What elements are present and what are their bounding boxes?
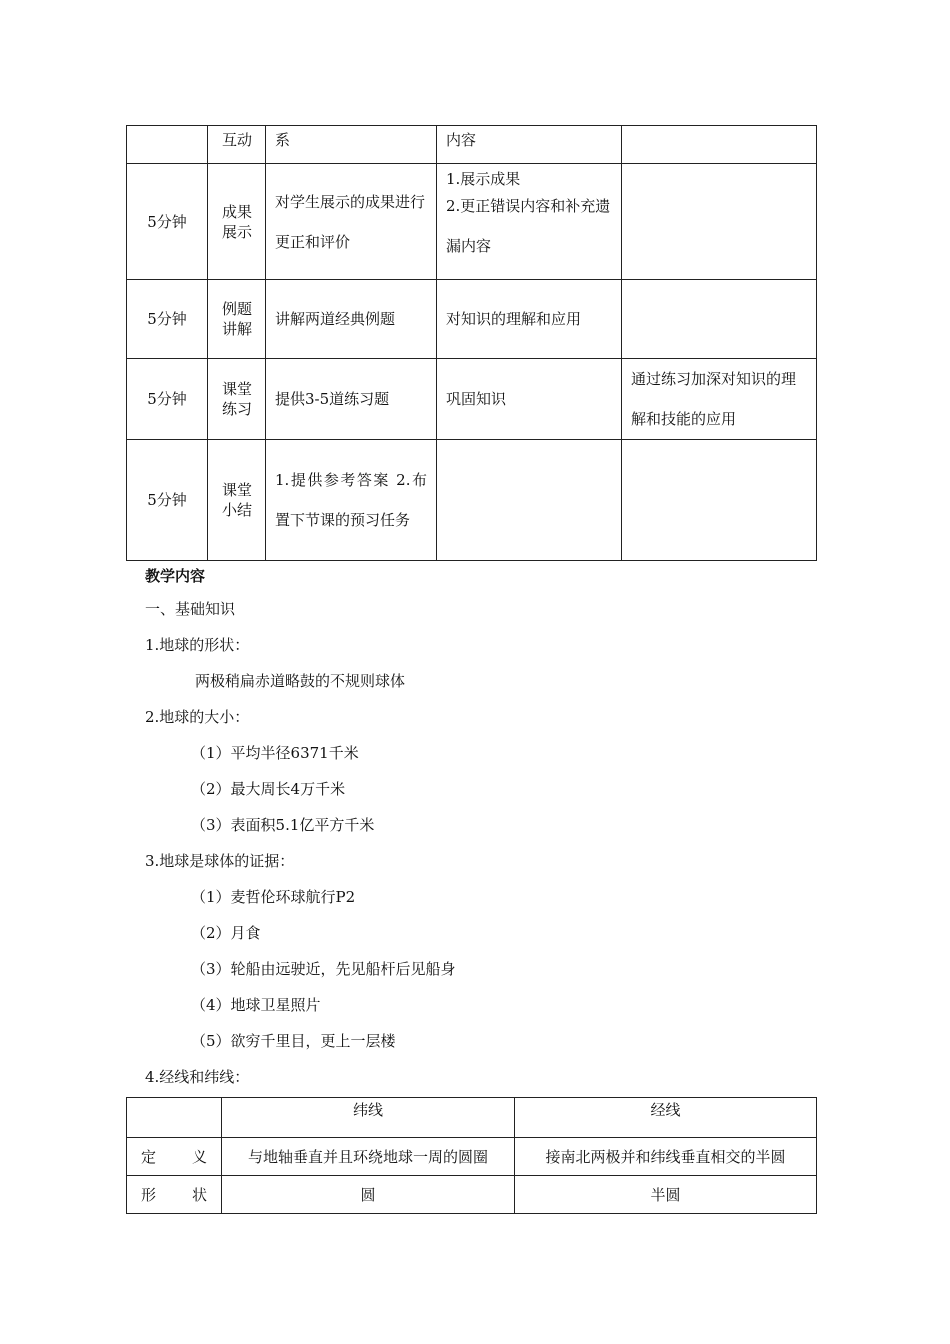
content-line: 2.更正错误内容和补充遗漏内容: [446, 197, 611, 255]
activity-cell: [208, 359, 266, 440]
table-row: [127, 1138, 817, 1176]
purpose-cell: [622, 164, 817, 280]
teacher-cell: 提供3-5道练习题: [266, 359, 437, 440]
time-cell: 5分钟: [127, 440, 208, 561]
table-cell: 内容: [437, 126, 622, 164]
purpose-cell: [622, 280, 817, 359]
table-cell: 接南北两极并和纬线垂直相交的半圆: [515, 1138, 817, 1176]
content-cell: 对知识的理解和应用: [437, 280, 622, 359]
item-line: （2）最大周长4万千米: [191, 780, 346, 798]
item-line: （4）地球卫星照片: [191, 996, 321, 1014]
activity-cell: [208, 440, 266, 561]
item-line: （3）轮船由远驶近，先见船杆后见船身: [191, 960, 456, 978]
lesson-plan-table: [126, 125, 817, 561]
teacher-cell: 讲解两道经典例题: [266, 280, 437, 359]
item-line: 两极稍扁赤道略鼓的不规则球体: [195, 672, 406, 690]
table-cell: [622, 126, 817, 164]
table-row: [127, 1176, 817, 1214]
purpose-cell: [622, 440, 817, 561]
table-cell: 互动: [208, 126, 266, 164]
table-cell: [127, 126, 208, 164]
item-title: 4.经线和纬线：: [145, 1068, 250, 1086]
time-cell: 5分钟: [127, 359, 208, 440]
item-title: 1.地球的形状：: [145, 636, 250, 654]
item-title: 2.地球的大小：: [145, 708, 250, 726]
table-cell: 系: [266, 126, 437, 164]
activity-cell: [208, 280, 266, 359]
table-row: [127, 359, 817, 440]
content-cell: [437, 164, 622, 280]
latitude-longitude-table: [126, 1097, 817, 1214]
activity-line: 课堂: [222, 380, 253, 398]
content-cell: [437, 440, 622, 561]
table-row: [127, 440, 817, 561]
item-line: （1）平均半径6371千米: [191, 744, 359, 762]
table-row: [127, 126, 817, 164]
time-cell: 5分钟: [127, 280, 208, 359]
row-label: 形状: [127, 1176, 222, 1214]
activity-line: 小结: [222, 501, 253, 519]
row-label: 定义: [127, 1138, 222, 1176]
table-cell: 圆: [222, 1176, 515, 1214]
item-line: （1）麦哲伦环球航行P2: [191, 888, 356, 906]
table-row: [127, 280, 817, 359]
activity-line: 例题: [222, 300, 253, 318]
activity-line: 成果: [222, 202, 253, 221]
table-row: [127, 164, 817, 280]
activity-line: 讲解: [222, 320, 253, 338]
time-cell: 5分钟: [127, 164, 208, 280]
table-header-cell: 纬线: [222, 1098, 515, 1138]
section-title: 一、基础知识: [145, 600, 236, 618]
item-title: 3.地球是球体的证据：: [145, 852, 295, 870]
activity-cell: [208, 164, 266, 280]
content-line: 1.展示成果: [446, 170, 521, 188]
table-header-cell: 经线: [515, 1098, 817, 1138]
teacher-cell: 对学生展示的成果进行更正和评价: [266, 164, 437, 280]
activity-line: 展示: [222, 222, 253, 241]
item-line: （3）表面积5.1亿平方千米: [191, 816, 375, 834]
activity-line: 练习: [222, 400, 253, 418]
section-heading: 教学内容: [145, 567, 206, 585]
table-cell: 半圆: [515, 1176, 817, 1214]
table-cell: [127, 1098, 222, 1138]
purpose-cell: 通过练习加深对知识的理解和技能的应用: [622, 359, 817, 440]
teacher-cell: 1.提供参考答案 2.布置下节课的预习任务: [266, 440, 437, 561]
activity-line: 课堂: [222, 481, 253, 499]
item-line: （2）月食: [191, 924, 261, 942]
item-line: （5）欲穷千里目，更上一层楼: [191, 1032, 396, 1050]
table-cell: 与地轴垂直并且环绕地球一周的圆圈: [222, 1138, 515, 1176]
content-cell: 巩固知识: [437, 359, 622, 440]
table-row: [127, 1098, 817, 1138]
